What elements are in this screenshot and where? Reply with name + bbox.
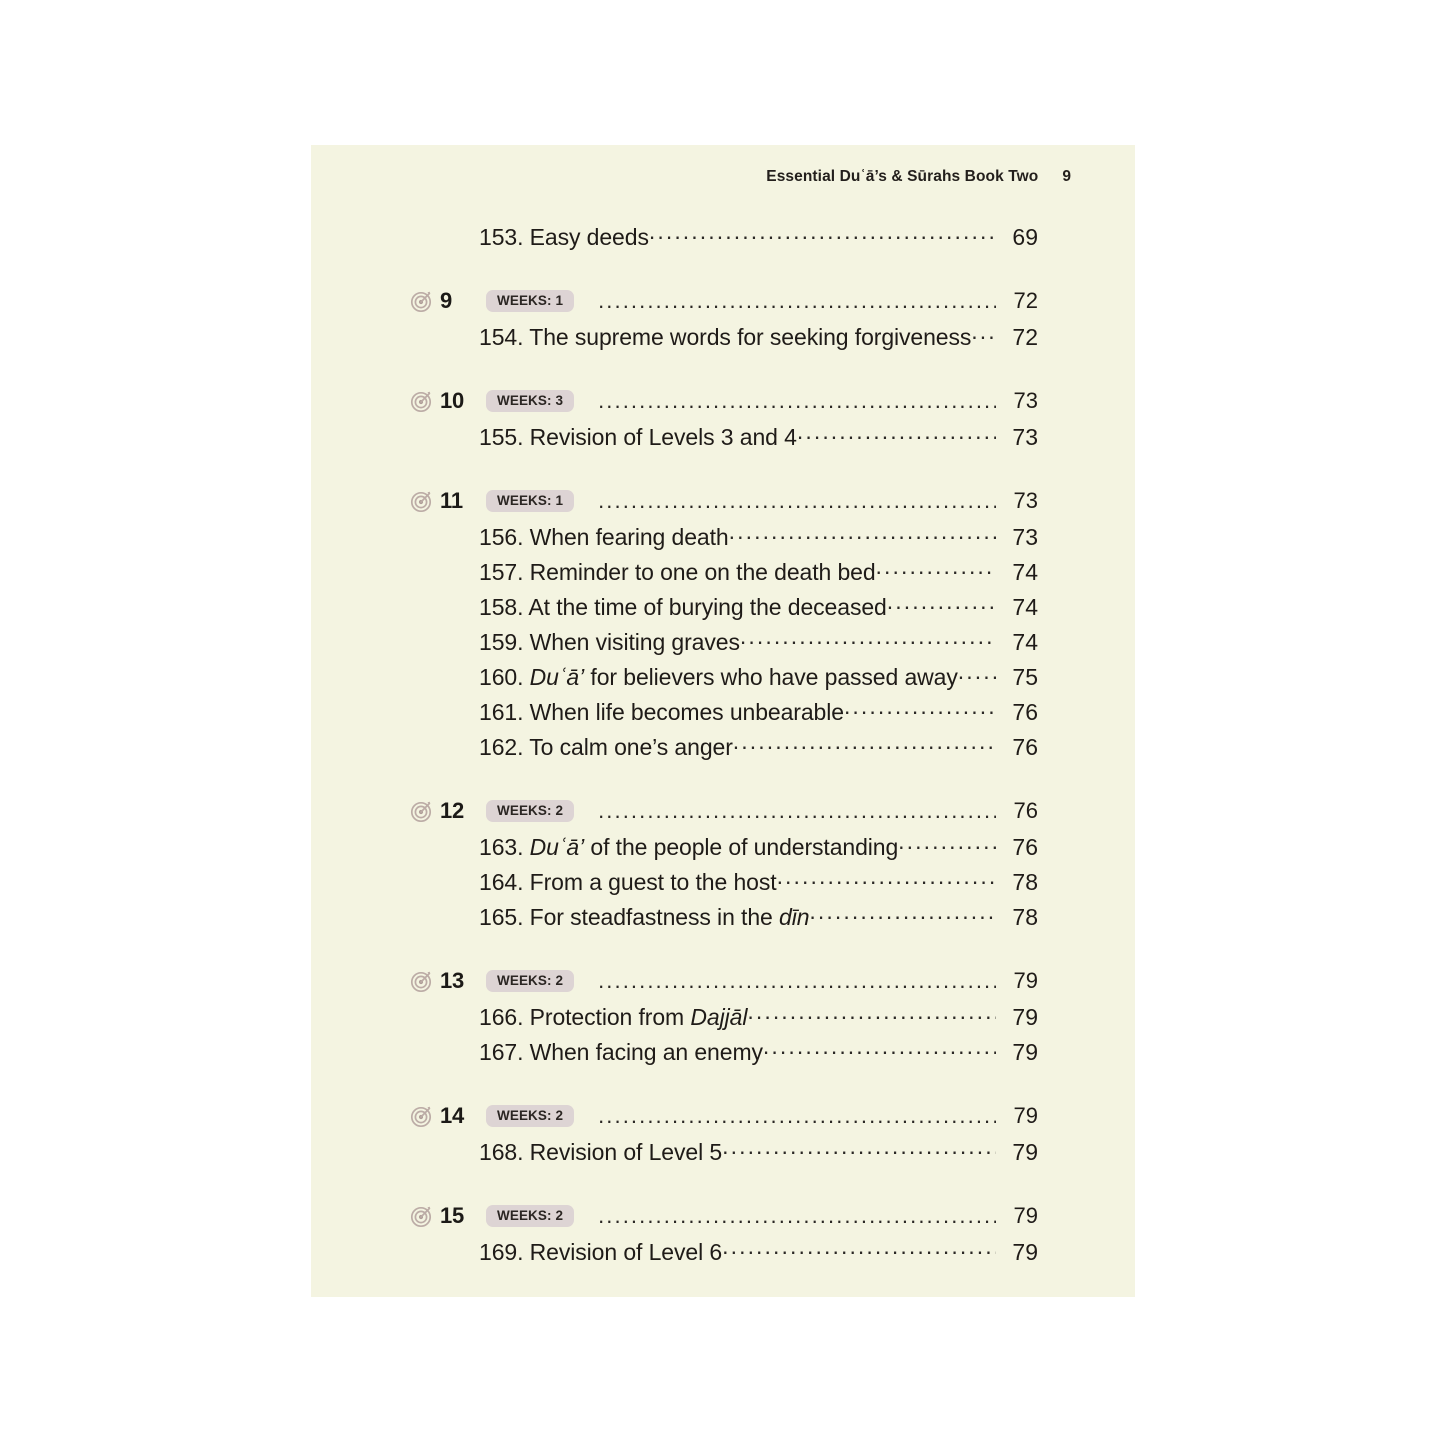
dot-leader	[844, 704, 996, 720]
toc-entry-row[interactable]	[311, 1239, 1135, 1274]
book-page-sheet	[311, 145, 1135, 1297]
toc-level-row[interactable]	[311, 378, 1135, 424]
toc-entry-page-number: 74	[1012, 594, 1038, 620]
toc-entry-row[interactable]	[311, 869, 1135, 904]
weeks-badge: WEEKS: 2	[486, 800, 574, 823]
toc-entry-label: 168. Revision of Level 5	[479, 1139, 723, 1165]
weeks-badge: WEEKS: 1	[486, 490, 574, 513]
running-header	[766, 168, 1071, 186]
level-number: 10	[440, 388, 465, 413]
toc-entry-row[interactable]	[311, 424, 1135, 459]
toc-entry-page-number: 78	[1012, 904, 1038, 930]
level-page-number: 73	[1013, 388, 1038, 413]
dot-leader	[598, 393, 996, 409]
toc-entry-label: 157. Reminder to one on the death bed	[479, 559, 876, 585]
running-header-title: Essential Duʿā’s & Sūrahs Book Two	[766, 168, 1039, 185]
target-icon	[410, 389, 434, 413]
dot-leader	[598, 803, 996, 819]
toc-entry-row[interactable]	[311, 1139, 1135, 1174]
toc-entry-row[interactable]	[311, 1039, 1135, 1074]
toc-entry-row[interactable]	[311, 834, 1135, 869]
toc-entry-page-number: 73	[1012, 524, 1038, 550]
toc-entry-label: 169. Revision of Level 6	[479, 1239, 723, 1265]
toc-entry-row[interactable]	[311, 699, 1135, 734]
toc-entry-label: 159. When visiting graves	[479, 629, 740, 655]
target-icon	[410, 799, 434, 823]
toc-entry-label: 158. At the time of burying the deceased	[479, 594, 887, 620]
toc-entry-row[interactable]	[311, 664, 1135, 699]
dot-leader	[809, 909, 996, 925]
dot-leader	[777, 874, 996, 890]
toc-level-row[interactable]	[311, 788, 1135, 834]
target-icon	[410, 489, 434, 513]
weeks-badge: WEEKS: 2	[486, 1205, 574, 1228]
toc-entry-page-number: 72	[1012, 324, 1038, 350]
level-number: 13	[440, 968, 465, 993]
dot-leader	[649, 229, 996, 245]
toc-entry-label: 166. Protection from Dajjāl	[479, 1004, 748, 1030]
dot-leader	[747, 1009, 996, 1025]
toc-entry-label: 160. Duʿā’ for believers who have passed away	[479, 664, 958, 690]
dot-leader	[898, 839, 996, 855]
dot-leader	[958, 669, 996, 685]
weeks-badge: WEEKS: 3	[486, 390, 574, 413]
dot-leader	[740, 634, 996, 650]
target-icon	[410, 289, 434, 313]
toc-entry-label: 154. The supreme words for seeking forgiveness	[479, 324, 972, 350]
level-block-spacer	[311, 1174, 1135, 1193]
dot-leader	[722, 1244, 996, 1260]
dot-leader	[598, 293, 996, 309]
weeks-badge: WEEKS: 1	[486, 290, 574, 313]
toc-level-row[interactable]	[311, 1193, 1135, 1239]
dot-leader	[876, 564, 996, 580]
toc-entry-row[interactable]	[311, 224, 1135, 259]
level-block-spacer	[311, 769, 1135, 788]
dot-leader	[971, 329, 996, 345]
dot-leader	[722, 1144, 996, 1160]
dot-leader	[763, 1044, 996, 1060]
toc-entry-row[interactable]	[311, 734, 1135, 769]
toc-entry-page-number: 75	[1012, 664, 1038, 690]
toc-level-row[interactable]	[311, 1093, 1135, 1139]
toc-entry-page-number: 78	[1012, 869, 1038, 895]
toc-entry-label: 155. Revision of Levels 3 and 4	[479, 424, 797, 450]
target-icon	[410, 969, 434, 993]
toc-entry-page-number: 76	[1012, 699, 1038, 725]
toc-entry-label: 165. For steadfastness in the dīn	[479, 904, 810, 930]
dot-leader	[729, 529, 996, 545]
toc-entry-page-number: 73	[1012, 424, 1038, 450]
level-number: 9	[440, 288, 453, 313]
dot-leader	[887, 599, 996, 615]
toc-entry-page-number: 74	[1012, 629, 1038, 655]
toc-entry-label: 156. When fearing death	[479, 524, 729, 550]
dot-leader	[598, 973, 996, 989]
weeks-badge: WEEKS: 2	[486, 970, 574, 993]
level-block-spacer	[311, 459, 1135, 478]
level-page-number: 79	[1013, 1203, 1038, 1228]
level-number: 15	[440, 1203, 465, 1228]
dot-leader	[598, 493, 996, 509]
toc-entry-page-number: 79	[1012, 1039, 1038, 1065]
toc-entry-row[interactable]	[311, 594, 1135, 629]
toc-entry-page-number: 76	[1012, 734, 1038, 760]
toc-entry-label: 162. To calm one’s anger	[479, 734, 733, 760]
target-icon	[410, 1104, 434, 1128]
level-block-spacer	[311, 939, 1135, 958]
level-page-number: 76	[1013, 798, 1038, 823]
toc-entry-page-number: 69	[1012, 224, 1038, 250]
dot-leader	[797, 429, 996, 445]
level-block-spacer	[311, 1074, 1135, 1093]
table-of-contents	[311, 224, 1135, 1274]
toc-level-row[interactable]	[311, 478, 1135, 524]
level-page-number: 79	[1013, 968, 1038, 993]
toc-entry-page-number: 79	[1012, 1004, 1038, 1030]
level-page-number: 79	[1013, 1103, 1038, 1128]
level-page-number: 72	[1013, 288, 1038, 313]
toc-entry-row[interactable]	[311, 1004, 1135, 1039]
toc-entry-row[interactable]	[311, 904, 1135, 939]
toc-entry-page-number: 79	[1012, 1239, 1038, 1265]
toc-level-row[interactable]	[311, 278, 1135, 324]
toc-entry-row[interactable]	[311, 629, 1135, 664]
toc-entry-page-number: 79	[1012, 1139, 1038, 1165]
level-number: 11	[440, 488, 463, 513]
toc-entry-label: 163. Duʿā’ of the people of understanding	[479, 834, 899, 860]
toc-entry-page-number: 74	[1012, 559, 1038, 585]
toc-entry-row[interactable]	[311, 324, 1135, 359]
weeks-badge: WEEKS: 2	[486, 1105, 574, 1128]
toc-entry-row[interactable]	[311, 524, 1135, 559]
dot-leader	[598, 1208, 996, 1224]
level-number: 12	[440, 798, 465, 823]
level-block-spacer	[311, 359, 1135, 378]
toc-entry-label: 161. When life becomes unbearable	[479, 699, 844, 725]
toc-entry-label: 164. From a guest to the host	[479, 869, 777, 895]
level-block-spacer	[311, 259, 1135, 278]
dot-leader	[733, 739, 996, 755]
toc-level-row[interactable]	[311, 958, 1135, 1004]
toc-entry-row[interactable]	[311, 559, 1135, 594]
running-header-page-number: 9	[1062, 168, 1071, 185]
level-page-number: 73	[1013, 488, 1038, 513]
dot-leader	[598, 1108, 996, 1124]
toc-entry-label: 153. Easy deeds	[479, 224, 649, 250]
toc-entry-page-number: 76	[1012, 834, 1038, 860]
toc-entry-label: 167. When facing an enemy	[479, 1039, 763, 1065]
target-icon	[410, 1204, 434, 1228]
level-number: 14	[440, 1103, 465, 1128]
